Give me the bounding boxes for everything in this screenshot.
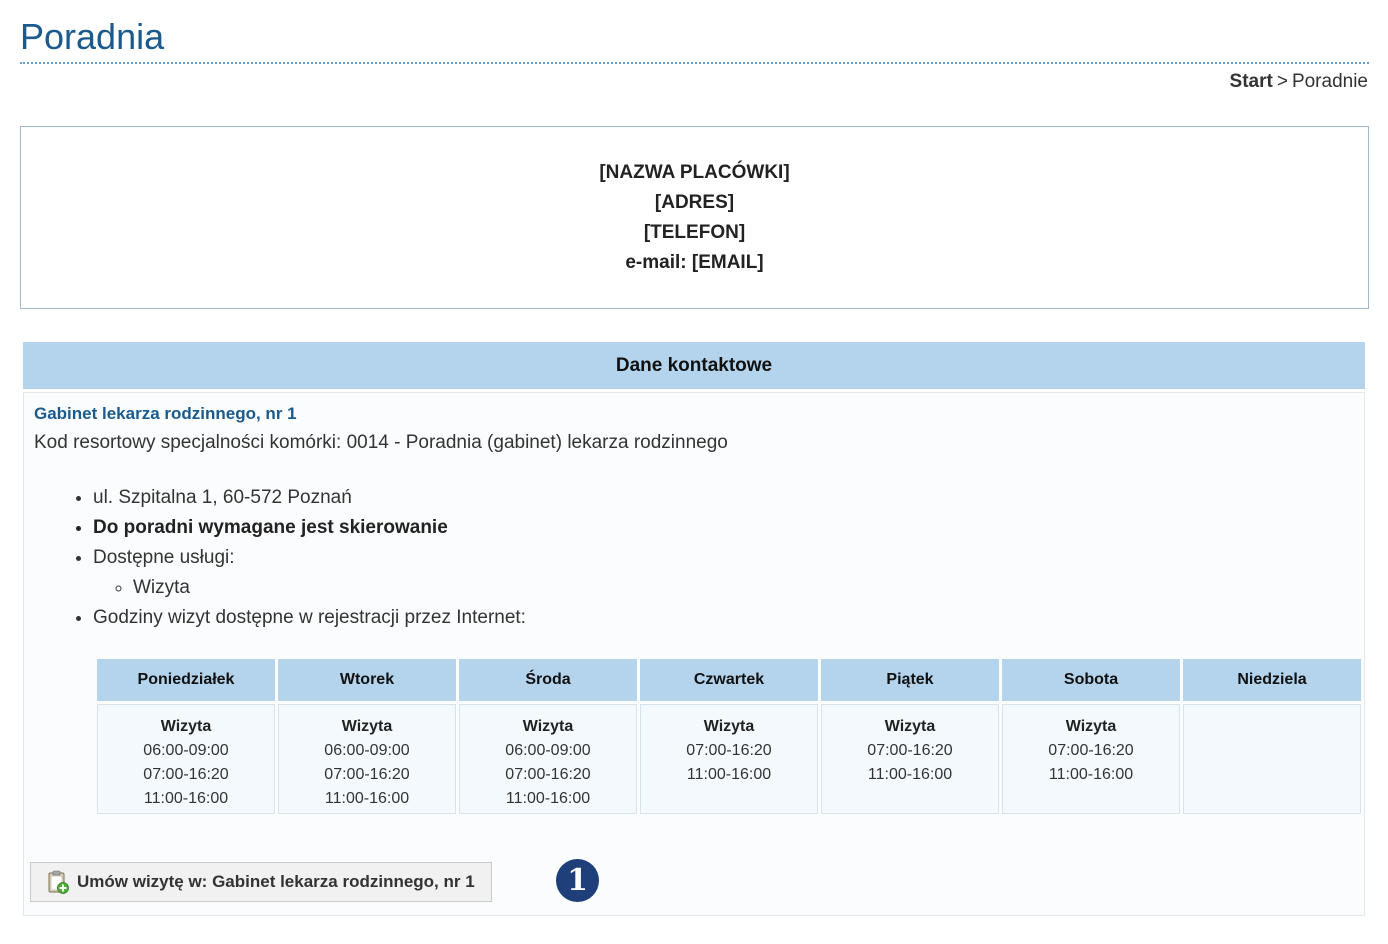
- day-cell-tuesday: [278, 704, 456, 814]
- time-slot: 07:00-16:20: [324, 766, 410, 783]
- day-cell-wednesday: [459, 704, 637, 814]
- clinic-address: • ul. Szpitalna 1, 60-572 Poznań: [93, 483, 526, 513]
- page-title: Poradnia: [20, 16, 165, 57]
- breadcrumb: [1230, 70, 1368, 94]
- breadcrumb-start-link[interactable]: Start: [1229, 71, 1273, 92]
- clinic-specialty-code: Kod resortowy specjalności komórki: 0014 - Poradnia (gabinet) lekarza rodzinnego: [34, 432, 728, 453]
- visit-label: Wizyta: [160, 718, 212, 735]
- day-header-sunday: Niedziela: [1183, 659, 1361, 701]
- facility-phone: [TELEFON]: [643, 222, 746, 243]
- time-slot: 06:00-09:00: [505, 742, 591, 759]
- time-slot: 07:00-16:20: [686, 742, 772, 759]
- book-appointment-button[interactable]: [30, 862, 492, 902]
- time-slot: 11:00-16:00: [867, 766, 953, 783]
- time-slot: 11:00-16:00: [324, 790, 410, 807]
- day-header-thursday: Czwartek: [640, 659, 818, 701]
- visit-label: Wizyta: [522, 718, 574, 735]
- time-slot: 07:00-16:20: [143, 766, 229, 783]
- clipboard-add-icon: [47, 870, 69, 894]
- day-cell-thursday: [640, 704, 818, 814]
- day-header-monday: Poniedziałek: [97, 659, 275, 701]
- schedule-header-row: [97, 659, 1361, 701]
- time-slot: 11:00-16:00: [686, 766, 772, 783]
- visit-label: Wizyta: [884, 718, 936, 735]
- hours-label: • Godziny wizyt dostępne w rejestracji przez Internet:: [93, 603, 526, 633]
- visit-label: Wizyta: [341, 718, 393, 735]
- contact-section-header: Dane kontaktowe: [23, 342, 1365, 389]
- day-header-wednesday: Środa: [459, 659, 637, 701]
- visit-label: Wizyta: [703, 718, 755, 735]
- service-item: ◦ Wizyta: [133, 573, 526, 603]
- day-header-saturday: Sobota: [1002, 659, 1180, 701]
- schedule-hours-row: [97, 704, 1361, 814]
- time-slot: 07:00-16:20: [867, 742, 953, 759]
- services-list: [93, 573, 526, 603]
- services-label: Dostępne usługi:: [93, 547, 235, 568]
- step-number-badge: 1: [556, 859, 599, 902]
- time-slot: 11:00-16:00: [143, 790, 229, 807]
- time-slot: 06:00-09:00: [143, 742, 229, 759]
- facility-address: [ADRES]: [654, 192, 735, 213]
- clinic-info-list: [24, 483, 526, 633]
- referral-notice: • Do poradni wymagane jest skierowanie: [93, 513, 526, 543]
- schedule-table: [94, 656, 1364, 817]
- time-slot: 07:00-16:20: [505, 766, 591, 783]
- services-item: [93, 543, 526, 603]
- facility-info-box: [20, 126, 1369, 309]
- time-slot: 11:00-16:00: [505, 790, 591, 807]
- time-slot: 07:00-16:20: [1048, 742, 1134, 759]
- day-cell-saturday: [1002, 704, 1180, 814]
- visit-label: Wizyta: [1065, 718, 1117, 735]
- day-cell-sunday: [1183, 704, 1361, 814]
- day-header-tuesday: Wtorek: [278, 659, 456, 701]
- facility-email: e-mail: [EMAIL]: [625, 252, 764, 273]
- clinic-name-link[interactable]: Gabinet lekarza rodzinnego, nr 1: [34, 404, 297, 423]
- day-header-friday: Piątek: [821, 659, 999, 701]
- day-cell-friday: [821, 704, 999, 814]
- facility-name: [NAZWA PLACÓWKI]: [599, 162, 790, 183]
- title-divider: [20, 62, 1369, 64]
- breadcrumb-separator: >: [1276, 71, 1288, 92]
- contact-section-body: [23, 392, 1365, 916]
- time-slot: 11:00-16:00: [1048, 766, 1134, 783]
- day-cell-monday: [97, 704, 275, 814]
- book-appointment-label: Umów wizytę w: Gabinet lekarza rodzinnego, nr 1: [77, 872, 475, 891]
- breadcrumb-current: Poradnie: [1291, 71, 1368, 92]
- time-slot: 06:00-09:00: [324, 742, 410, 759]
